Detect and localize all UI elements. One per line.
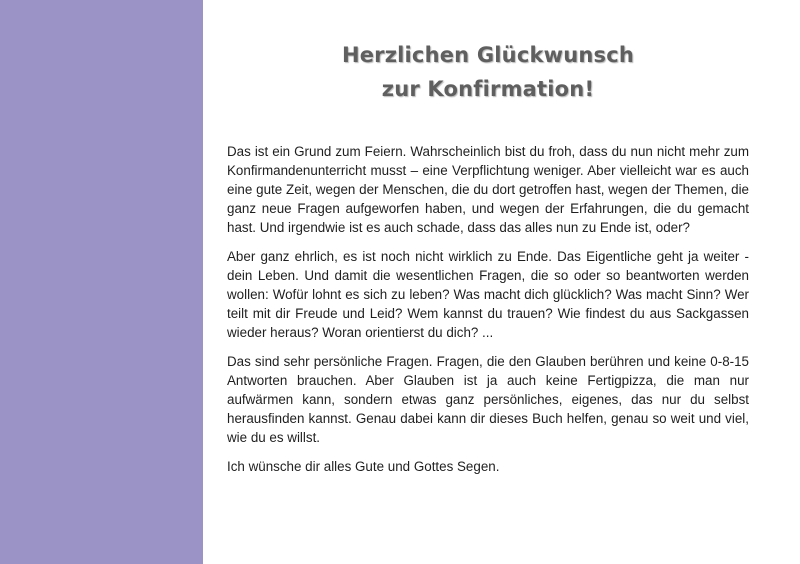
title-line-1: Herzlichen Glückwunsch	[341, 43, 635, 67]
paragraph-3: Das sind sehr persönliche Fragen. Fragen, die den Glauben berühren und keine 0-8-15 Antworten brauchen. Aber Glauben ist ja auch keine Fertigpizza, die man nur aufwärmen kann, sondern etwas ganz persönliches, eigenes, das nur du selbst herausfinden kannst. Genau dabei kann dir dieses Buch helfen, genau so weit und viel, wie du es willst.	[227, 354, 749, 445]
content-area	[227, 38, 749, 486]
paragraph-1: Das ist ein Grund zum Feiern. Wahrscheinlich bist du froh, dass du nun nicht mehr zum Konfirmandenunterricht musst – eine Verpflichtung weniger. Aber vielleicht war es auch eine gute Zeit, wegen der Menschen, die du dort getroffen hast, wegen der Themen, die ganz neue Fragen aufgeworfen haben, und wegen der Erfahrungen, die du gemacht hast. Und irgendwie ist es auch schade, dass das alles nun zu Ende ist, oder?	[227, 144, 749, 235]
closing-line: Ich wünsche dir alles Gute und Gottes Segen.	[227, 459, 500, 474]
title-line-2: zur Konfirmation!	[381, 77, 595, 101]
purple-sidebar-panel	[0, 0, 203, 564]
letter-body	[227, 142, 749, 476]
paragraph-2: Aber ganz ehrlich, es ist noch nicht wirklich zu Ende. Das Eigentliche geht ja weiter - dein Leben. Und damit die wesentlichen Fragen, die so oder so beantworten werden wollen: Wofür lohnt es sich zu leben? Was macht dich glücklich? Was macht Sinn? Wer teilt mit dir Freude und Leid? Wem kannst du trauen? Wie findest du aus Sackgassen wieder heraus? Woran orientierst du dich? ...	[227, 249, 749, 340]
page-title	[227, 38, 749, 106]
